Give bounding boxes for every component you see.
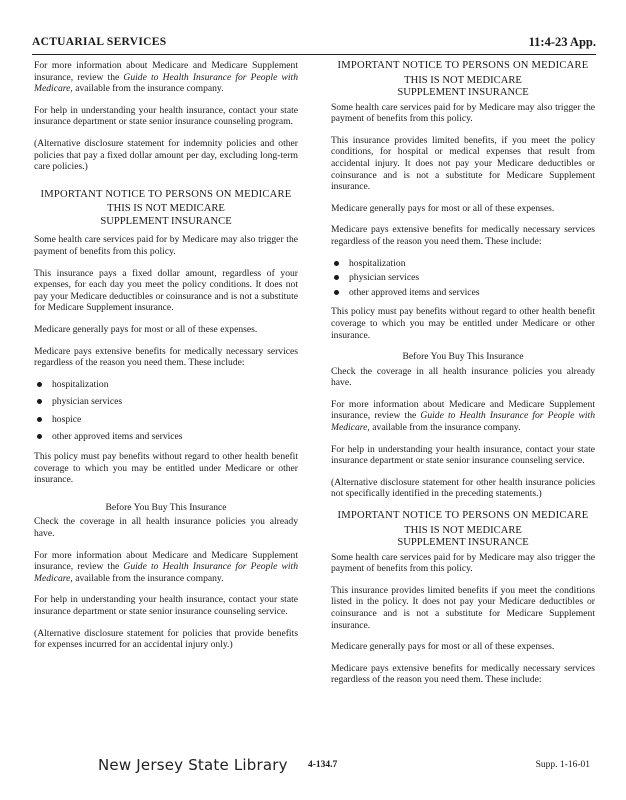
paragraph: Medicare pays extensive benefits for medically necessary services regardless of the reason you need them. These include:: [34, 345, 298, 369]
bullet-icon: [334, 261, 339, 266]
notice-subheading: THIS IS NOT MEDICARE SUPPLEMENT INSURANCE: [397, 524, 529, 549]
paragraph: For help in understanding your health insurance, contact your state insurance department or state senior insurance counseling program.: [34, 104, 298, 128]
list-item: hospitalization: [34, 379, 298, 391]
list-item: physician services: [331, 272, 595, 284]
notice-heading: IMPORTANT NOTICE TO PERSONS ON MEDICARE: [40, 188, 292, 200]
paragraph: Some health care services paid for by Medicare may also trigger the payment of benefits from this policy.: [331, 551, 595, 575]
guide-title: Guide to Health Insurance for People with Medicare: [331, 410, 595, 434]
paragraph: (Alternative disclosure statement for other health insurance policies not specifically identified in the preceding statements.): [331, 476, 595, 500]
bullet-icon: [37, 382, 42, 387]
bullet-icon: [37, 417, 42, 422]
list-item: other approved items and services: [331, 287, 595, 299]
notice-heading: IMPORTANT NOTICE TO PERSONS ON MEDICARE: [337, 510, 589, 522]
bullet-icon: [334, 290, 339, 295]
list-item: hospitalization: [331, 258, 595, 270]
notice-subheading: THIS IS NOT MEDICARE SUPPLEMENT INSURANCE: [397, 74, 529, 99]
page-number: 4-134.7: [308, 760, 338, 770]
bullet-icon: [37, 434, 42, 439]
paragraph: Check the coverage in all health insurance policies you already have.: [34, 516, 298, 540]
paragraph: For more information about Medicare and Medicare Supplement insurance, review the Guide to Health Insurance for People with Medicare, available from the insurance company.: [34, 549, 298, 584]
paragraph: This insurance provides limited benefits, if you meet the policy conditions, for hospital or medical expenses that result from accidental injury. It does not pay your Medicare deductibles or coinsurance and is not a substitute for Medicare Supplement insurance.: [331, 134, 595, 193]
paragraph: This insurance provides limited benefits if you meet the conditions listed in the policy. It does not pay your Medicare deductibles or coinsurance and is not a substitute for Medicare Supplement insurance.: [331, 584, 595, 631]
paragraph: This policy must pay benefits without regard to other health benefit coverage to which you may be entitled under Medicare or other insurance.: [331, 306, 595, 341]
list-item: physician services: [34, 396, 298, 408]
paragraph: (Alternative disclosure statement for indemnity policies and other policies that pay a fixed dollar amount per day, excluding long-term care policies.): [34, 137, 298, 173]
notice-heading: IMPORTANT NOTICE TO PERSONS ON MEDICARE: [337, 60, 589, 71]
paragraph: For help in understanding your health insurance, contact your state insurance department or state senior insurance counseling service.: [34, 594, 298, 617]
supplement-date: Supp. 1-16-01: [535, 760, 590, 770]
page-header: [32, 32, 596, 55]
paragraph: Some health care services paid for by Medicare may also trigger the payment of benefits from this policy.: [331, 101, 595, 125]
paragraph: This insurance pays a fixed dollar amount, regardless of your expenses, for each day you meet the policy conditions. It does not pay your Medicare deductibles or coinsurance and is not a substitute for Medicare Supplement insurance.: [34, 267, 298, 314]
left-column: [34, 60, 298, 661]
list-item: other approved items and services: [34, 431, 298, 443]
list-item: hospice: [34, 414, 298, 426]
section-code: 11:4-23 App.: [528, 35, 596, 49]
before-you-buy-heading: Before You Buy This Insurance: [402, 351, 524, 363]
paragraph: For help in understanding your health insurance, contact your state insurance department or state senior insurance counseling service.: [331, 443, 595, 467]
page-footer: [0, 754, 626, 784]
paragraph: Medicare generally pays for most or all of these expenses.: [34, 323, 258, 335]
paragraph: Check the coverage in all health insurance policies you already have.: [331, 365, 595, 389]
paragraph: For more information about Medicare and Medicare Supplement insurance, review the Guide to Health Insurance for People with Medicare, available from the insurance company.: [331, 398, 595, 434]
bullet-icon: [37, 399, 42, 404]
notice-subheading: THIS IS NOT MEDICARE SUPPLEMENT INSURANCE: [100, 203, 232, 227]
benefit-list: [34, 379, 298, 443]
guide-title: Guide to Health Insurance for People with Medicare: [34, 561, 298, 584]
paragraph: Medicare pays extensive benefits for medically necessary services regardless of the reason you need them. These include:: [331, 224, 595, 247]
guide-title: Guide to Health Insurance for People with Medicare: [34, 71, 298, 95]
paragraph: (Alternative disclosure statement for policies that provide benefits for expenses incurred for an accidental injury only.): [34, 627, 298, 651]
benefit-list: [331, 258, 595, 299]
paragraph: Medicare generally pays for most or all of these expenses.: [331, 202, 555, 214]
paragraph: Medicare generally pays for most or all of these expenses.: [331, 641, 555, 653]
paragraph: This policy must pay benefits without regard to other health benefit coverage to which you may be entitled under Medicare or other insurance.: [34, 451, 298, 486]
library-stamp: New Jersey State Library: [98, 756, 288, 774]
paragraph: For more information about Medicare and Medicare Supplement insurance, review the Guide to Health Insurance for People with Medicare, available from the insurance company.: [34, 60, 298, 95]
right-column: [331, 60, 595, 696]
paragraph: Some health care services paid for by Medicare may also trigger the payment of benefits from this policy.: [34, 234, 298, 257]
paragraph: Medicare pays extensive benefits for medically necessary services regardless of the reason you need them. These include:: [331, 662, 595, 686]
section-title: ACTUARIAL SERVICES: [32, 36, 167, 48]
bullet-icon: [334, 275, 339, 280]
before-you-buy-heading: Before You Buy This Insurance: [105, 501, 227, 513]
